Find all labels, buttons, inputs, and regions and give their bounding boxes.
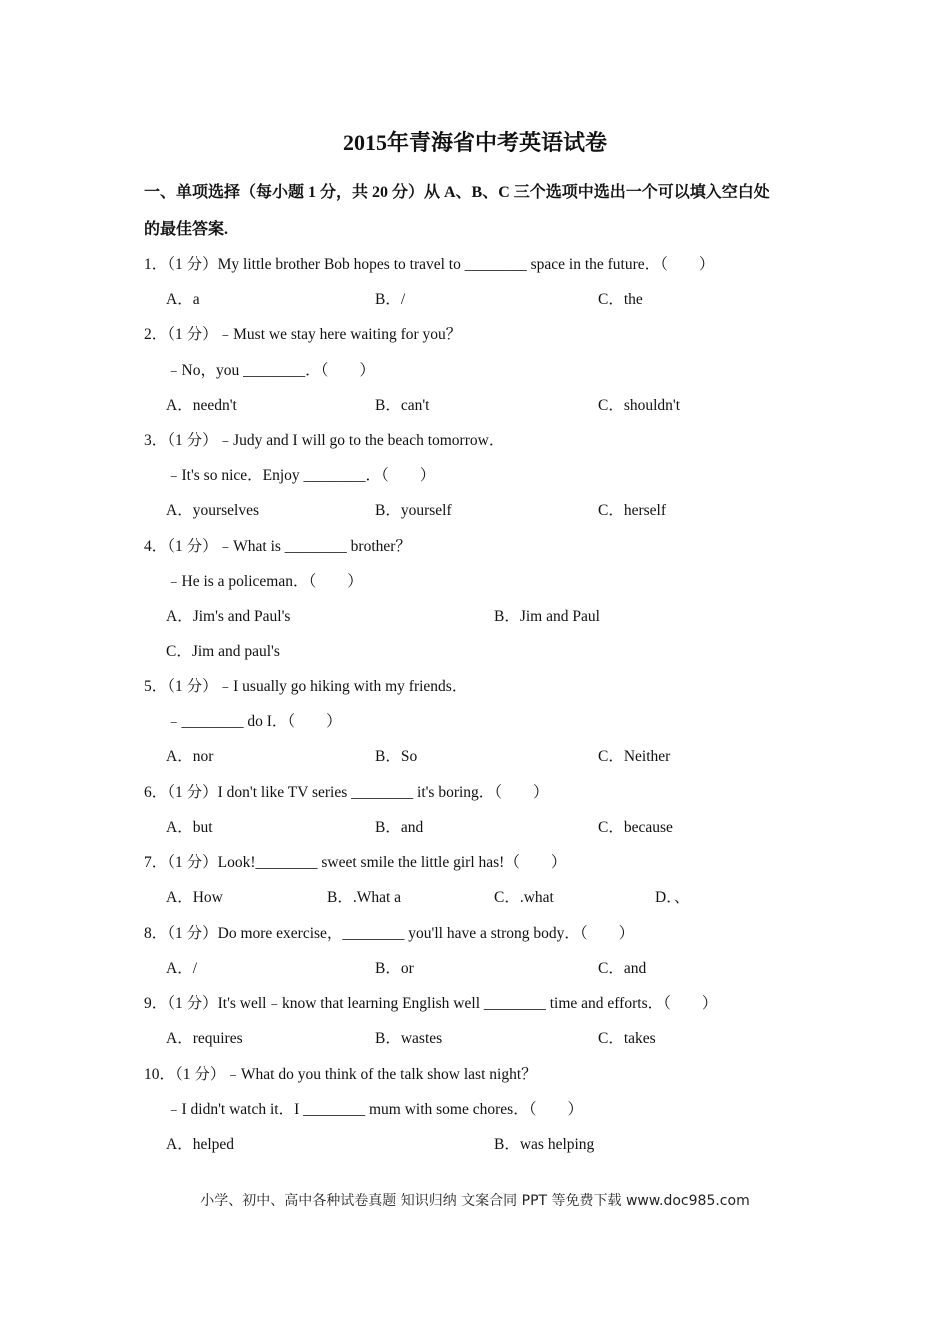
question-stem: 6．（1 分）I don't like TV series ________ it's boring．（ ） (144, 784, 549, 801)
question-8-options (0, 957, 950, 981)
option-b: B．So (375, 748, 418, 765)
option-c: C．because (598, 819, 673, 836)
question-5-dialog (0, 710, 950, 734)
option-b: B．and (375, 819, 424, 836)
question-1-options (0, 288, 950, 312)
question-5-options (0, 745, 950, 769)
question-4-dialog (0, 570, 950, 594)
section-heading-line-1: 一、单项选择（每小题 1 分，共 20 分）从 A、B、C 三个选项中选出一个可以填入空白处 (144, 184, 770, 201)
option-c: C．herself (598, 502, 667, 519)
page-title: 2015年青海省中考英语试卷 (342, 130, 607, 155)
question-4-options (0, 605, 950, 629)
question-stem: 7．（1 分）Look!________ sweet smile the little girl has!（ ） (144, 854, 567, 871)
option-a: A．helped (166, 1136, 235, 1153)
question-6-options (0, 816, 950, 840)
option-c: C．and (598, 960, 647, 977)
question-stem: 9．（1 分）It's well﹣know that learning English well ________ time and efforts．（ ） (144, 995, 718, 1012)
question-2 (0, 323, 950, 347)
question-4-options-2 (0, 640, 950, 664)
option-b: B．/ (375, 291, 406, 308)
option-c: C．shouldn't (598, 397, 681, 414)
question-3 (0, 429, 950, 453)
dialog-line: ﹣He is a policeman．（ ） (166, 573, 363, 590)
question-5 (0, 675, 950, 699)
dialog-line: ﹣________ do I．（ ） (166, 713, 342, 730)
question-10-options (0, 1133, 950, 1157)
question-2-dialog (0, 359, 950, 383)
question-10-dialog (0, 1098, 950, 1122)
option-a: A．Jim's and Paul's (166, 608, 291, 625)
option-a: A．requires (166, 1030, 243, 1047)
option-a: A．How (166, 889, 223, 906)
question-1 (0, 253, 950, 277)
option-b: B．wastes (375, 1030, 443, 1047)
question-3-dialog (0, 464, 950, 488)
option-b: B．can't (375, 397, 430, 414)
question-7-options (0, 886, 950, 910)
question-4 (0, 535, 950, 559)
question-stem: 8．（1 分）Do more exercise，________ you'll have a strong body．（ ） (144, 925, 635, 942)
question-2-options (0, 394, 950, 418)
question-stem: 2．（1 分）﹣Must we stay here waiting for you？ (144, 326, 462, 343)
question-stem: 10．（1 分）﹣What do you think of the talk show last night？ (144, 1066, 537, 1083)
option-b: B．.What a (327, 889, 402, 906)
question-stem: 4．（1 分）﹣What is ________ brother？ (144, 538, 411, 555)
option-b: B．yourself (375, 502, 452, 519)
option-a: A．needn't (166, 397, 237, 414)
question-7 (0, 851, 950, 875)
option-a: A．nor (166, 748, 214, 765)
option-a: A．but (166, 819, 213, 836)
option-c: C．the (598, 291, 643, 308)
question-9 (0, 992, 950, 1016)
option-d: D．、 (655, 889, 690, 906)
question-3-options (0, 499, 950, 523)
page-footer: 小学、初中、高中各种试卷真题 知识归纳 文案合同 PPT 等免费下载 www.doc985.com (200, 1193, 750, 1209)
option-a: A．/ (166, 960, 198, 977)
option-a: A．a (166, 291, 200, 308)
option-c: C．.what (494, 889, 554, 906)
section-heading-line-2: 的最佳答案. (144, 221, 229, 238)
question-9-options (0, 1027, 950, 1051)
question-stem: 5．（1 分）﹣I usually go hiking with my friends． (144, 678, 468, 695)
option-c: C．takes (598, 1030, 656, 1047)
question-stem: 1．（1 分）My little brother Bob hopes to travel to ________ space in the future．（ ） (144, 256, 715, 273)
option-b: B．was helping (494, 1136, 595, 1153)
question-stem: 3．（1 分）﹣Judy and I will go to the beach tomorrow． (144, 432, 505, 449)
dialog-line: ﹣No，you ________．（ ） (166, 362, 375, 379)
option-a: A．yourselves (166, 502, 259, 519)
dialog-line: ﹣I didn't watch it．I ________ mum with some chores．（ ） (166, 1101, 583, 1118)
question-6 (0, 781, 950, 805)
question-8 (0, 922, 950, 946)
question-10 (0, 1063, 950, 1087)
dialog-line: ﹣It's so nice．Enjoy ________．（ ） (166, 467, 436, 484)
option-b: B．or (375, 960, 414, 977)
option-b: B．Jim and Paul (494, 608, 600, 625)
option-c: C．Jim and paul's (166, 643, 280, 660)
option-c: C．Neither (598, 748, 671, 765)
